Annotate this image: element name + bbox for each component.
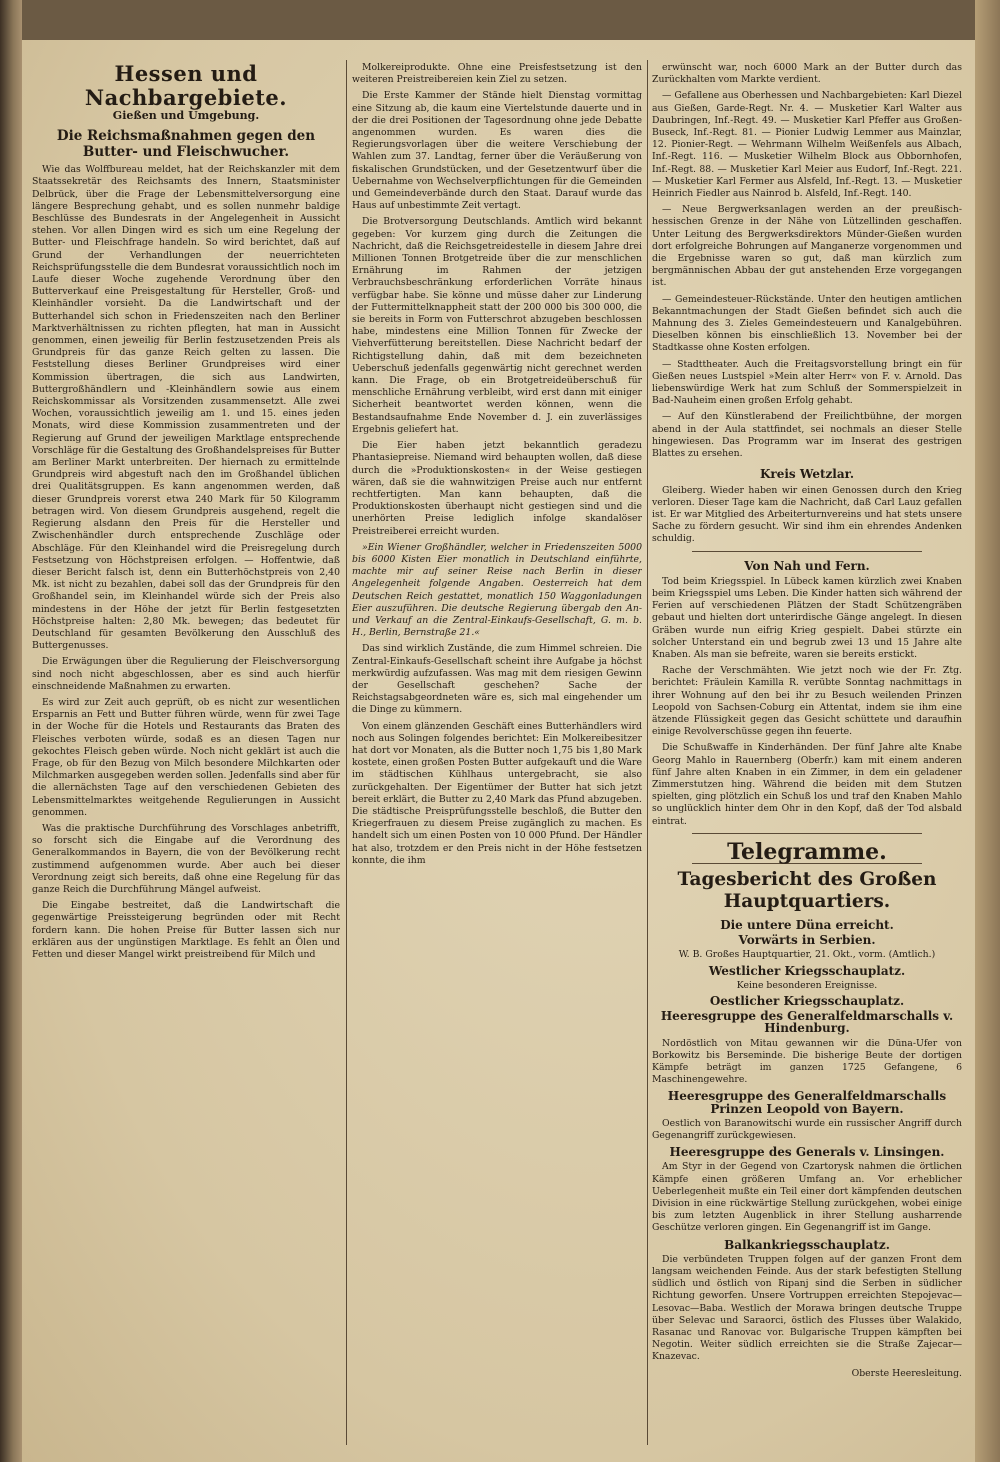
article-paragraph: Die Schußwaffe in Kinderhänden. Der fünf Jahre alte Knabe Georg Mahlo in Rauernberg (Oberfr.) kam mit einem anderen fünf Jahre alten Knaben in ein Zimmer, in dem ein geladener Zimmerstutzen hing. Während die beiden mit dem Stutzen spielten, ging plötzlich ein Schuß los und traf den Knaben Mahlo so unglücklich hinter dem Ohr in den Kopf, daß der Tod alsbald eintrat.	[652, 742, 962, 827]
tagesbericht-subheading: Die untere Düna erreicht.	[720, 917, 894, 932]
article-paragraph: — Gemeindesteuer-Rückstände. Unter den heutigen amtlichen Bekanntmachungen der Stadt Gießen befindet sich auch die Mahnung des 3. Zieles Gemeindesteuern und Kanalgebühren. Dieselben können bis einschließlich 13. November bei der Stadtkasse ohne Kosten erfolgen.	[652, 293, 962, 354]
article-paragraph: Von einem glänzenden Geschäft eines Butterhändlers wird noch aus Solingen folgendes berichtet: Ein Molkereibesitzer hat dort vor Monaten, als die Butter noch 1,75 bis 1,80 Mark kostete, einen großen Posten Butter aufgekauft und die Ware im städtischen Kühlhaus untergebracht, sie also zurückgehalten. Der Eigentümer der Butter hat sich jetzt bereit erklärt, die Butter zu 2,40 Mark das Pfund abzugeben. Die städtische Preisprüfungsstelle beschloß, die Butter den Kriegerfrauen zu diesem Preise zugänglich zu machen. Es handelt sich um einen Posten von 10 000 Pfund. Der Händler hat also, trotzdem er den Preis nicht in der Höhe festsetzen konnte, die ihm	[352, 720, 642, 866]
front-heading: Oestlicher Kriegsschauplatz.	[709, 994, 905, 1008]
newspaper-page	[22, 40, 975, 1462]
column-rule	[647, 60, 648, 1445]
article-paragraph: Es wird zur Zeit auch geprüft, ob es nicht zur wesentlichen Ersparnis an Fett und Butter führen würde, wenn für zwei Tage in der Woche für die Hotels und Restaurants das Braten des Fleisches verboten würde, sodaß es an diesen Tagen nur gekochtes Fleisch geben würde. Noch nicht geklärt ist auch die Frage, ob für den Bezug von Milch besondere Milchkarten oder Milchmarken ausgegeben werden sollen. Jedenfalls sind aber für die allernächsten Tage auf den verschiedenen Gebieten des Lebensmittelmarktes weitgehende Regulierungen in Aussicht genommen.	[32, 696, 340, 818]
section-subtitle: Gießen und Umgebung.	[112, 109, 260, 122]
article-quote: »Ein Wiener Großhändler, welcher in Friedenszeiten 5000 bis 6000 Kisten Eier monatlich in Deutschland einführte, machte mir auf seiner Reise nach Berlin in dieser Angelegenheit folgende Angaben. Oesterreich hat dem Deutschen Reich gestattet, monatlich 150 Waggonladungen Eier auszuführen. Die deutsche Regierung übergab den An- und Verkauf an die Zentral-Einkaufs-Gesellschaft, G. m. b. H., Berlin, Bernstraße 21.«	[352, 541, 642, 639]
article-paragraph: Die Erwägungen über die Regulierung der Fleischversorgung sind noch nicht abgeschlossen, aber es sind auch hierfür einschneidende Maßnahmen zu erwarten.	[32, 656, 340, 692]
article-paragraph: Wie das Wolffbureau meldet, hat der Reichskanzler mit dem Staatssekretär des Reichsamts des Innern, Staatsminister Delbrück, über die Frage der Lebensmittelversorgung eine längere Besprechung gehabt, und es sollen nunmehr baldige Beschlüsse des Bundesrats in der Angelegenheit in Aussicht stehen. Vor allen Dingen wird es sich um eine Regelung der Butter- und Fleischfrage handeln. So wird berichtet, daß auf Grund der Verhandlungen der neuerrichteten Reichsprüfungsstelle die dem Bundesrat voraussichtlich noch im Laufe dieser Woche zugehende Verordnung über den Butterverkauf eine Preisgestaltung für Hersteller, Groß- und Kleinhändler vorsieht. Da die Landwirtschaft und der Butterhandel sich schon in Friedenszeiten nach den Berliner Marktverhältnissen zu richten pflegten, hat man in Aussicht genommen, einen jeweilig für Berlin festzusetzenden Preis als Grundpreis für das ganze Reich gelten zu lassen. Die Feststellung dieses Berliner Grundpreises wird einer Kommission übertragen, die sich aus Landwirten, Buttergroßhändlern und -Kleinhändlern sowie aus einem Reichskommissar als Vorsitzenden zusammensetzt. Alle zwei Wochen, voraussichtlich jeweilig am 1. und 15. eines jeden Monats, wird diese Kommission zusammentreten und der Regierung auf Grund der jeweiligen Marktlage entsprechende Vorschläge für die Gestaltung des Großhandelspreises für Butter am Berliner Markt unterbreiten. Der hiernach zu ermittelnde Grundpreis wird abgestuft nach den im Großhandel üblichen drei Qualitätsgruppen. Es kann angenommen werden, daß dieser Grundpreis vorerst etwa 240 Mark für 50 Kilogramm betragen wird. Von diesem Grundpreis ausgehend, regelt die Regierung alsdann den Preis für die Hersteller und Zwischenhändler durch entsprechende Zuschläge oder Abschläge. Für den Kleinhandel wird die Preisregelung durch Festsetzung von Höchstpreisen erfolgen. — Hoffentwie, daß dieser Bericht falsch ist, denn ein Butterhöchstpreis von 2,40 Mk. ist nicht zu bezahlen, dabei soll das der Grundpreis für den Großhandel sein, im Kleinhandel würde sich der Preis also mindestens in der Höhe der jetzt für Berlin festgesetzten Höchstpreise halten: 2,80 Mk. bewegen; das bedeutet für Deutschland für gesamten Bevölkerung den Ausschluß des Buttergenusses.	[32, 164, 340, 652]
fallen-list: — Gefallene aus Oberhessen und Nachbargebieten: Karl Diezel aus Gießen, Garde-Regt. Nr. 4. — Musketier Karl Walter aus Daubringen, Inf.-Regt. 49. — Musketier Karl Pfeffer aus Großen-Buseck, Inf.-Regt. 81. — Pionier Ludwig Lemmer aus Mainzlar, 12. Pionier-Regt. — Wehrmann Wilhelm Weißenfels aus Albach, Inf.-Regt. 116. — Musketier Wilhelm Block aus Obbornhofen, Inf.-Regt. 88. — Musketier Karl Meier aus Eudorf, Inf.-Regt. 221. — Musketier Karl Fermer aus Alsfeld, Inf.-Regt. 13. — Musketier Heinrich Fiedler aus Nainrod b. Alsfeld, Inf.-Regt. 140.	[652, 90, 962, 200]
nah-fern-heading: Von Nah und Fern.	[744, 558, 870, 573]
divider	[692, 551, 922, 552]
front-report: Am Styr in der Gegend von Czartorysk nahmen die örtlichen Kämpfe einen größeren Umfang an. Vor erheblicher Ueberlegenheit mußte ein Teil einer dort kämpfenden deutschen Division in eine rückwärtige Stellung zurückgehen, wobei einige bis zum letzten Augenblick in ihrer Stellung ausharrende Geschütze verloren gingen. Ein Gegenangriff ist im Gange.	[652, 1161, 962, 1234]
army-group-heading: Heeresgruppe des Generals v. Linsingen.	[669, 1145, 945, 1160]
divider	[692, 833, 922, 834]
article-paragraph: Das sind wirklich Zustände, die zum Himmel schreien. Die Zentral-Einkaufs-Gesellschaft scheint ihre Aufgabe ja höchst merkwürdig aufzufassen. Was mag mit dem riesigen Gewinn der Gesellschaft geschehen? Sache der Reichstagsabgeordneten wäre es, sich mal eingehender um die Dinge zu kümmern.	[352, 643, 642, 716]
telegramme-heading: Telegramme.	[727, 838, 887, 865]
article-paragraph: — Neue Bergwerksanlagen werden an der preußisch-hessischen Grenze in der Nähe von Lützellinden geschaffen. Unter Leitung des Bergwerksdirektors Münder-Gießen wurden dort erfolgreiche Bohrungen auf Manganerze vorgenommen und die Ergebnisse waren so gut, daß man kürzlich zum bergmännischen Abbau der gut anstehenden Erze vorgegangen ist.	[652, 204, 962, 289]
article-paragraph: Die Eingabe bestreitet, daß die Landwirtschaft die gegenwärtige Preissteigerung begründen oder mit Recht fordern kann. Die hohen Preise für Butter lassen sich nur erklären aus der ungünstigen Marktlage. Es fehlt an Ölen und Fetten und dieser Mangel wirkt preistreibend für Milch und	[32, 900, 340, 960]
article-paragraph: — Stadttheater. Auch die Freitagsvorstellung bringt ein für Gießen neues Lustspiel »Mein alter Herr« von F. v. Arnold. Das liebenswürdige Werk hat zum Schluß der Sommerspielzeit in Bad-Nauheim einen großen Erfolg gehabt.	[652, 358, 962, 407]
article-paragraph: Molkereiprodukte. Ohne eine Preisfestsetzung ist den weiteren Preistreibereien kein Ziel zu setzen.	[352, 62, 642, 86]
article-paragraph: Tod beim Kriegsspiel. In Lübeck kamen kürzlich zwei Knaben beim Kriegsspiel ums Leben. Die Kinder hatten sich während der Ferien auf verschiedenen Plätzen der Stadt Schützengräben gebaut und hielten dort unterirdische Gänge angelegt. In diesen Gräben wurde nun eifrig Krieg gespielt. Dabei stürzte ein solcher Unterstand ein und begrub zwei 13 und 15 Jahre alte Knaben. Als man sie befreite, waren sie bereits erstickt.	[652, 575, 962, 660]
signature: Oberste Heeresleitung.	[851, 1367, 962, 1379]
column-1	[32, 62, 340, 1442]
kreis-heading: Kreis Wetzlar.	[759, 467, 855, 482]
army-group-heading: Heeresgruppe des Generalfeldmarschalls v. Hindenburg.	[660, 1009, 954, 1036]
front-report: Nordöstlich von Mitau gewannen wir die Düna-Ufer von Borkowitz bis Berseminde. Die bisherige Beute der dortigen Kämpfe beträgt im ganzen 1725 Gefangene, 6 Maschinengewehre.	[652, 1037, 962, 1086]
article-paragraph: — Auf den Künstlerabend der Freilichtbühne, der morgen abend in der Aula stattfindet, sei nochmals an dieser Stelle hingewiesen. Das Programm war im Inserat des gestrigen Blattes zu ersehen.	[652, 411, 962, 460]
front-report: Die verbündeten Truppen folgen auf der ganzen Front dem langsam weichenden Feinde. Aus der stark befestigten Stellung südlich und östlich von Ripanj sind die Serben in südlicher Richtung geworfen. Unsere Vortruppen erreichten Stepojevac—Lesovac—Baba. Westlich der Morawa bringen deutsche Truppe über Selevac und Saraorci, östlich des Flusses über Walakido, Rasanac und Ranovac vor. Bulgarische Truppen kämpften bei Negotin. Weiter südlich erreichten sie die Straße Zajecar—Knazevac.	[652, 1253, 962, 1363]
section-title: Hessen und Nachbargebiete.	[84, 62, 288, 110]
column-2	[352, 62, 642, 1442]
book-binding	[0, 0, 22, 1462]
article-paragraph: Die Eier haben jetzt bekanntlich geradezu Phantasiepreise. Niemand wird behaupten wollen, daß diese durch die »Produktionskosten« in der Weise gestiegen wären, daß sie die wahnwitzigen Preise auch nur entfernt rechtfertigten. Man kann behaupten, daß die Produktionskosten überhaupt nicht gestiegen sind und die unerhörten Preise lediglich infolge skandalöser Preistreiberei erreicht wurden.	[352, 440, 642, 537]
front-heading: Westlicher Kriegsschauplatz.	[708, 963, 906, 978]
article-paragraph: Gleiberg. Wieder haben wir einen Genossen durch den Krieg verloren. Dieser Tage kam die Nachricht, daß Carl Lauz gefallen ist. Er war Mitglied des Arbeiterturnvereins und hat stets unsere Sache zu fördern gesucht. Wir sind ihm ein ehrendes Andenken schuldig.	[652, 484, 962, 545]
article-paragraph: Die Brotversorgung Deutschlands. Amtlich wird bekannt gegeben: Vor kurzem ging durch die Zeitungen die Nachricht, daß die Reichsgetreidestelle in diesem Jahre drei Millionen Tonnen Brotgetreide über die zur menschlichen Ernährung im Rahmen der jetzigen Verbrauchsbeschränkung erforderlichen Vorräte hinaus verfügbar habe. Sie könne und müsse daher zur Linderung der Futtermittelknappheit statt der 200 000 bis 300 000, die sie bereits in Form von Futterschrot abzugeben beschlossen habe, mindestens eine Million Tonnen für Zwecke der Viehverfütterung bereitstellen. Diese Nachricht bedarf der Richtigstellung dahin, daß mit dem bezeichneten Ueberschuß jedenfalls gegenwärtig nicht gerechnet werden kann. Die Frage, ob ein Brotgetreideüberschuß für menschliche Ernährung verbleibt, wird erst dann mit einiger Sicherheit beantwortet werden können, wenn die Bestandsaufnahme Ende November d. J. ein zuverlässiges Ergebnis geliefert hat.	[352, 216, 642, 435]
front-heading: Balkankriegsschauplatz.	[724, 1237, 890, 1252]
column-3	[652, 62, 962, 1442]
article-paragraph: Die Erste Kammer der Stände hielt Dienstag vormittag eine Sitzung ab, die kaum eine Viertelstunde dauerte und in der die drei Positionen der Tagesordnung ohne jede Debatte angenommen wurden. Es waren dies die Regierungsvorlagen über die weitere Verschiebung der Wahlen zum 37. Landtag, ferner über die Veräußerung von fiskalischen Grundstücken, und der Gesetzentwurf über die Uebernahme von Wechselverpflichtungen für die Gemeinden und Gemeindeverbände durch den Staat. Darauf wurde das Haus auf unbestimmte Zeit vertagt.	[352, 90, 642, 212]
front-report: Oestlich von Baranowitschi wurde ein russischer Angriff durch Gegenangriff zurückgewiesen.	[652, 1117, 962, 1142]
article-paragraph: erwünscht war, noch 6000 Mark an der Butter durch das Zurückhalten vom Markte verdient.	[652, 62, 962, 86]
article-paragraph: Rache der Verschmähten. Wie jetzt noch wie der Fr. Ztg. berichtet: Fräulein Kamilla R. verübte Sonntag nachmittags in ihrer Wohnung auf den bei ihr zu Besuch weilenden Prinzen Leopold von Sachsen-Coburg ein Attentat, indem sie ihm eine ätzende Flüssigkeit gegen das Gesicht schüttete und daraufhin einige Revolverschüsse gegen ihn feuerte.	[652, 665, 962, 738]
article-headline: Die Reichsmaßnahmen gegen den Butter- und Fleischwucher.	[56, 128, 316, 161]
tagesbericht-subheading: Vorwärts in Serbien.	[738, 933, 876, 948]
page-edge	[975, 0, 1000, 1462]
tagesbericht-heading: Tagesbericht des Großen Hauptquartiers.	[677, 868, 937, 912]
article-paragraph: Was die praktische Durchführung des Vorschlages anbetrifft, so forscht sich die Eingabe auf die Verordnung des Generalkommandos in Bayern, die von der Bevölkerung recht zustimmend aufgenommen wurde. Aber auch bei dieser Verordnung zeigt sich bereits, daß ohne eine Regelung für das ganze Reich die Durchführung Mängel aufweist.	[32, 822, 340, 895]
army-group-heading: Heeresgruppe des Generalfeldmarschalls Prinzen Leopold von Bayern.	[667, 1089, 947, 1116]
dateline: W. B. Großes Hauptquartier, 21. Okt., vorm. (Amtlich.)	[678, 949, 936, 961]
front-report: Keine besonderen Ereignisse.	[736, 979, 878, 991]
column-rule	[346, 60, 347, 1445]
